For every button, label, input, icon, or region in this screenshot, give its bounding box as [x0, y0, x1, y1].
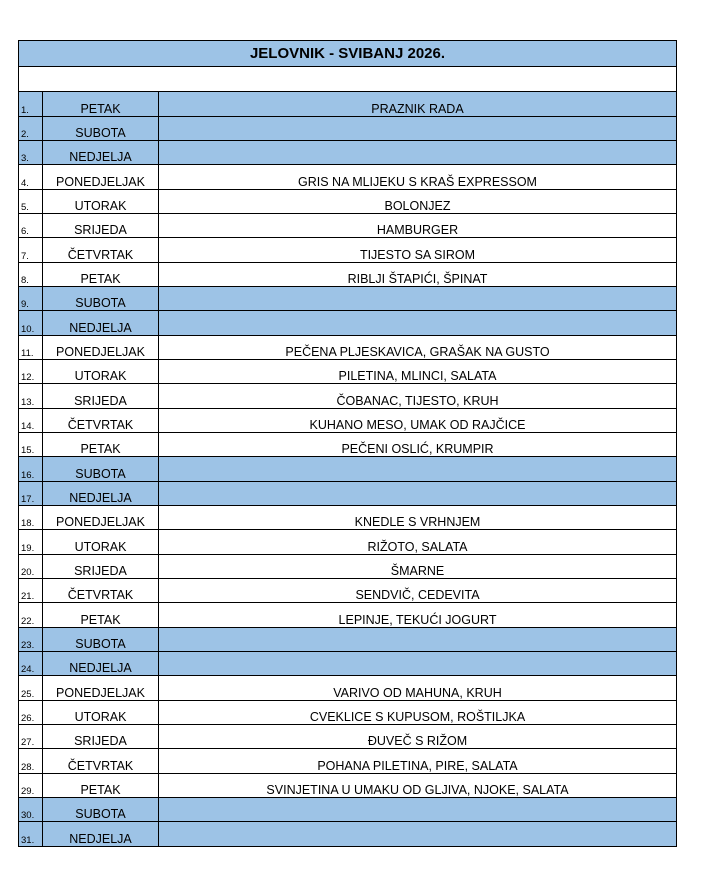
day-number: 4. — [19, 165, 43, 190]
weekday: NEDJELJA — [43, 311, 159, 336]
day-number: 31. — [19, 822, 43, 847]
meal: ČOBANAC, TIJESTO, KRUH — [159, 384, 677, 409]
meal: HAMBURGER — [159, 214, 677, 238]
weekday: PETAK — [43, 92, 159, 117]
day-number: 8. — [19, 263, 43, 287]
meal — [159, 287, 677, 311]
meal: CVEKLICE S KUPUSOM, ROŠTILJKA — [159, 701, 677, 725]
weekday: PONEDJELJAK — [43, 336, 159, 360]
day-number: 23. — [19, 628, 43, 652]
day-number: 19. — [19, 530, 43, 555]
day-number: 2. — [19, 117, 43, 141]
meal: POHANA PILETINA, PIRE, SALATA — [159, 749, 677, 774]
day-number: 30. — [19, 798, 43, 822]
meal — [159, 798, 677, 822]
weekday: ČETVRTAK — [43, 238, 159, 263]
weekday: PETAK — [43, 603, 159, 628]
menu-row — [19, 701, 677, 725]
weekday: PONEDJELJAK — [43, 506, 159, 530]
menu-table-body — [19, 41, 677, 847]
meal: ŠMARNE — [159, 555, 677, 579]
weekday: PETAK — [43, 433, 159, 457]
weekday: UTORAK — [43, 530, 159, 555]
meal: VARIVO OD MAHUNA, KRUH — [159, 676, 677, 701]
menu-row — [19, 214, 677, 238]
menu-row — [19, 165, 677, 190]
day-number: 16. — [19, 457, 43, 482]
day-number: 20. — [19, 555, 43, 579]
menu-sheet — [18, 40, 676, 847]
meal: GRIS NA MLIJEKU S KRAŠ EXPRESSOM — [159, 165, 677, 190]
weekday: ČETVRTAK — [43, 749, 159, 774]
menu-row — [19, 774, 677, 798]
menu-row — [19, 92, 677, 117]
meal: RIBLJI ŠTAPIĆI, ŠPINAT — [159, 263, 677, 287]
blank-cell — [19, 67, 677, 92]
weekday: PETAK — [43, 263, 159, 287]
day-number: 12. — [19, 360, 43, 384]
day-number: 28. — [19, 749, 43, 774]
weekday: UTORAK — [43, 190, 159, 214]
meal — [159, 628, 677, 652]
weekday: NEDJELJA — [43, 141, 159, 165]
meal — [159, 141, 677, 165]
weekday: PETAK — [43, 774, 159, 798]
meal — [159, 117, 677, 141]
menu-row — [19, 555, 677, 579]
menu-row — [19, 311, 677, 336]
weekday: SUBOTA — [43, 457, 159, 482]
day-number: 10. — [19, 311, 43, 336]
meal: RIŽOTO, SALATA — [159, 530, 677, 555]
day-number: 1. — [19, 92, 43, 117]
meal: ĐUVEČ S RIŽOM — [159, 725, 677, 749]
menu-row — [19, 409, 677, 433]
weekday: PONEDJELJAK — [43, 165, 159, 190]
meal: PEČENA PLJESKAVICA, GRAŠAK NA GUSTO — [159, 336, 677, 360]
meal — [159, 311, 677, 336]
meal: KNEDLE S VRHNJEM — [159, 506, 677, 530]
menu-row — [19, 749, 677, 774]
day-number: 15. — [19, 433, 43, 457]
meal — [159, 822, 677, 847]
day-number: 7. — [19, 238, 43, 263]
meal: KUHANO MESO, UMAK OD RAJČICE — [159, 409, 677, 433]
weekday: PONEDJELJAK — [43, 676, 159, 701]
weekday: NEDJELJA — [43, 652, 159, 676]
menu-row — [19, 457, 677, 482]
menu-row — [19, 822, 677, 847]
meal: PEČENI OSLIĆ, KRUMPIR — [159, 433, 677, 457]
weekday: NEDJELJA — [43, 482, 159, 506]
day-number: 11. — [19, 336, 43, 360]
day-number: 18. — [19, 506, 43, 530]
weekday: SRIJEDA — [43, 214, 159, 238]
meal: PRAZNIK RADA — [159, 92, 677, 117]
menu-row — [19, 725, 677, 749]
meal: BOLONJEZ — [159, 190, 677, 214]
weekday: ČETVRTAK — [43, 579, 159, 603]
menu-row — [19, 117, 677, 141]
menu-row — [19, 433, 677, 457]
day-number: 14. — [19, 409, 43, 433]
meal — [159, 457, 677, 482]
menu-row — [19, 336, 677, 360]
title-row — [19, 41, 677, 67]
menu-title: JELOVNIK - SVIBANJ 2026. — [19, 41, 677, 67]
meal — [159, 652, 677, 676]
meal: LEPINJE, TEKUĆI JOGURT — [159, 603, 677, 628]
weekday: ČETVRTAK — [43, 409, 159, 433]
meal — [159, 482, 677, 506]
day-number: 25. — [19, 676, 43, 701]
weekday: UTORAK — [43, 701, 159, 725]
menu-row — [19, 263, 677, 287]
meal: SENDVIČ, CEDEVITA — [159, 579, 677, 603]
day-number: 3. — [19, 141, 43, 165]
day-number: 21. — [19, 579, 43, 603]
weekday: SRIJEDA — [43, 384, 159, 409]
menu-row — [19, 360, 677, 384]
weekday: SRIJEDA — [43, 725, 159, 749]
menu-row — [19, 190, 677, 214]
blank-row — [19, 67, 677, 92]
day-number: 5. — [19, 190, 43, 214]
menu-row — [19, 238, 677, 263]
weekday: SUBOTA — [43, 798, 159, 822]
menu-row — [19, 579, 677, 603]
menu-row — [19, 530, 677, 555]
menu-row — [19, 628, 677, 652]
day-number: 9. — [19, 287, 43, 311]
menu-row — [19, 652, 677, 676]
meal: SVINJETINA U UMAKU OD GLJIVA, NJOKE, SALATA — [159, 774, 677, 798]
menu-row — [19, 506, 677, 530]
weekday: SUBOTA — [43, 628, 159, 652]
meal: TIJESTO SA SIROM — [159, 238, 677, 263]
menu-row — [19, 676, 677, 701]
menu-row — [19, 384, 677, 409]
weekday: SUBOTA — [43, 117, 159, 141]
menu-row — [19, 603, 677, 628]
menu-table — [18, 40, 677, 847]
meal: PILETINA, MLINCI, SALATA — [159, 360, 677, 384]
day-number: 27. — [19, 725, 43, 749]
weekday: UTORAK — [43, 360, 159, 384]
weekday: SRIJEDA — [43, 555, 159, 579]
menu-row — [19, 798, 677, 822]
day-number: 13. — [19, 384, 43, 409]
weekday: NEDJELJA — [43, 822, 159, 847]
day-number: 26. — [19, 701, 43, 725]
weekday: SUBOTA — [43, 287, 159, 311]
menu-row — [19, 482, 677, 506]
day-number: 17. — [19, 482, 43, 506]
day-number: 6. — [19, 214, 43, 238]
menu-row — [19, 141, 677, 165]
day-number: 24. — [19, 652, 43, 676]
menu-row — [19, 287, 677, 311]
day-number: 29. — [19, 774, 43, 798]
day-number: 22. — [19, 603, 43, 628]
